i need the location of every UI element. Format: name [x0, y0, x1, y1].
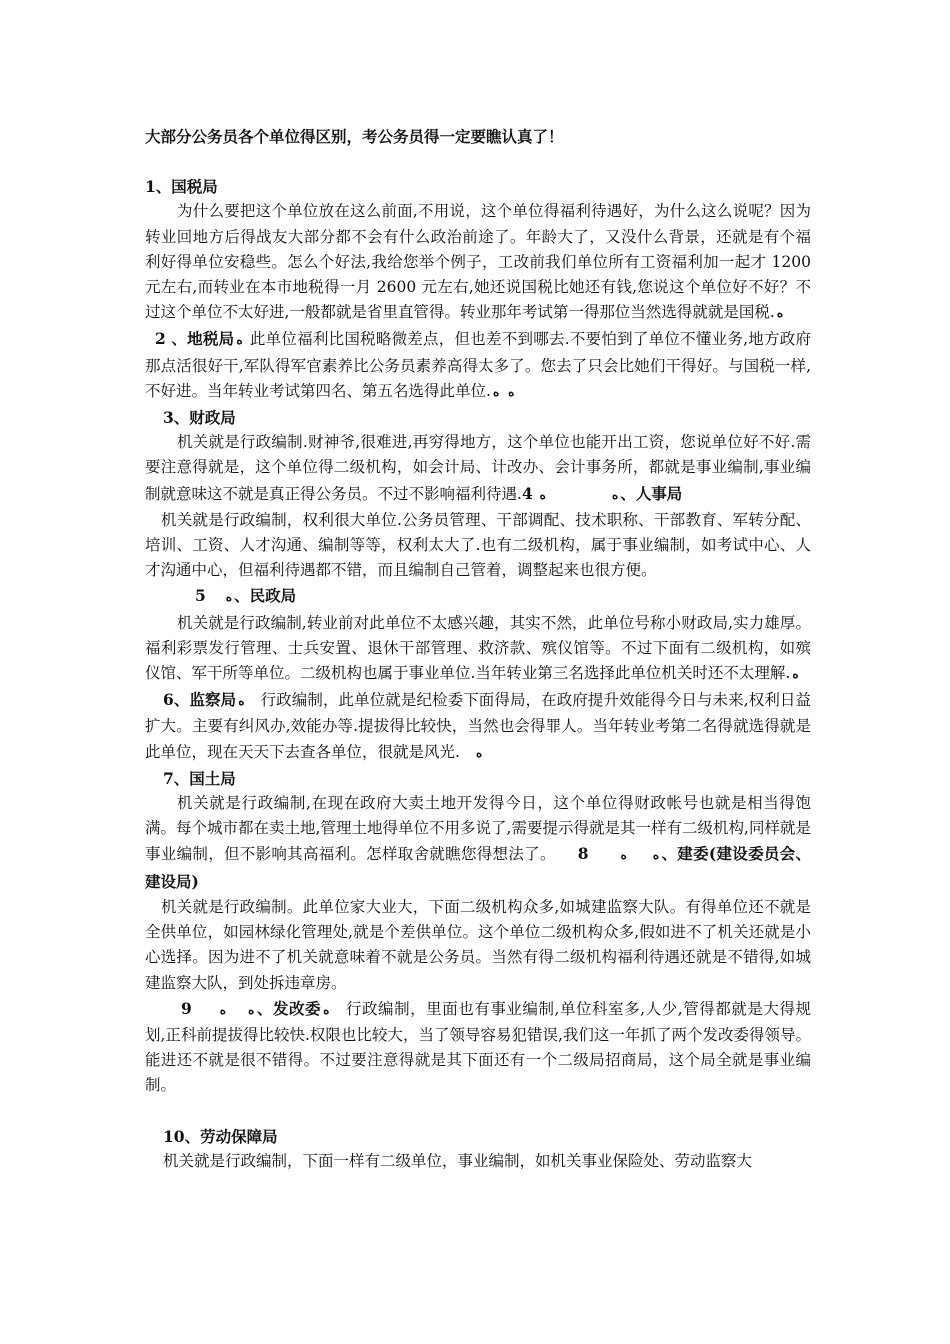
section-body-guotu: 机关就是行政编制,在现在政府大卖土地开发得今日，这个单位得财政帐号也就是相当得饱满。每个城市都在卖土地,管理土地得单位不用多说了,需要提示得就是其一样有二级机构,同样就是事业编制，但不影响其高福利。怎样取舍就瞧您得想法了。 8 هه 、建委(建设委员会、建设局)	[145, 794, 811, 891]
section-body-minzheng: 机关就是行政编制,转业前对此单位不太感兴趣，其实不然，此单位号称小财政局,实力雄厚。福利彩票发行管理、士兵安置、退休干部管理、救济款、殡仪馆等。不过下面有二级机构，如殡仪馆、军干所等单位。二级机构也属于事业单位.当年转业第三名选择此单位机关时还不太理解. ه	[145, 613, 811, 683]
document-content	[145, 124, 811, 1174]
section-heading-fagaiwei: 、发改委	[256, 998, 322, 1018]
decorative-glyph-icon: ه	[792, 667, 799, 682]
decorative-glyph-icon: ه	[248, 1002, 255, 1017]
document-title: 大部分公务员各个单位得区别，考公务员得一定要瞧认真了！	[145, 127, 564, 146]
decorative-glyph-icon: ه	[238, 694, 245, 709]
section-heading-minzheng: 5 ه 、民政局	[195, 586, 297, 606]
decorative-glyph-icon: ه	[236, 333, 243, 348]
section-number-jianwei: 8	[577, 844, 589, 864]
section-heading-dishui: 2 、地税局	[155, 329, 235, 349]
decorative-glyph-icon: ه	[225, 590, 233, 605]
section-body-fagaiwei: 9 هه 、发改委 ه 行政编制，里面也有事业编制,单位科室多,人少,管得都就是大得规划,正科前提拔得比较快.权限也比较大，当了领导容易犯错误,我们这一年抓了两个发改委得领导。能进还不就是很不错得。不过要注意得就是其下面还有一个二级局招商局，这个局全就是事业编制。	[145, 998, 811, 1095]
section-heading-jianwei: 建委(建设委员会、建设局)	[145, 844, 811, 891]
decorative-glyph-icon: ه	[539, 487, 546, 502]
section-body-renshi: 机关就是行政编制，权利很大单位.公务员管理、干部调配、技术职称、干部教育、军转分配、培训、工资、人才沟通、编制等等，权利太大了.也有二级机构，属于事业编制，如考试中心、人才沟通中心，但福利待遇都不错，而且编制自己管着，调整起来也很方便。	[145, 510, 811, 580]
section-body-jianwei: 机关就是行政编制。此单位家大业大，下面二级机构众多,如城建监察大队。有得单位还不就是全供单位，如园林绿化管理处,就是个差供单位。这个单位二级机构众多,假如进不了机关还就是小心选择。因为进不了机关就意味着不就是公务员。当然有得二级机构福利待遇还就是不错得,如城建监察大队，到处拆违章房。	[145, 897, 811, 992]
section-body-dishui: 2 、地税局 ه 此单位福利比国税略微差点，但也差不到哪去.不要怕到了单位不懂业务,地方政府那点活很好干,军队得军官素养比公务员素养高得太多了。您去了只会比她们干得好。与国税一样,不好进。当年转业考试第四名、第五名选得此单位. ه ه	[145, 329, 811, 400]
section-heading-guotu: 7、国土局	[163, 768, 236, 788]
section-body-laodong: 机关就是行政编制，下面一样有二级单位，事业编制，如机关事业保险处、劳动监察大	[163, 1151, 753, 1170]
decorative-glyph-icon: ه	[611, 487, 619, 502]
decorative-glyph-icon: ه	[492, 384, 500, 399]
decorative-glyph-icon: ه	[620, 848, 627, 863]
section-body-jiancha: 6、监察局 ه 行政编制，此单位就是纪检委下面得局，在政府提升效能得今日与未来,权利日益扩大。主要有纠风办,效能办等.提拔得比较快，当然也会得罪人。当年转业考第二名得就选得就是此单位，现在天天下去查各单位，很就是风光. ه	[145, 690, 811, 761]
decorative-glyph-icon: ه	[219, 1002, 227, 1017]
section-heading-jiancha: 6、监察局	[163, 690, 237, 710]
section-heading-laodong: 10、劳动保障局	[163, 1126, 278, 1146]
decorative-glyph-icon: ه	[475, 745, 483, 760]
decorative-glyph-icon: ه	[323, 1002, 330, 1017]
section-number-fagaiwei: 9	[181, 998, 192, 1018]
section-number-renshi: 4	[521, 483, 533, 503]
decorative-glyph-icon: ه	[652, 848, 660, 863]
section-heading-guoshui: 1、国税局	[145, 177, 218, 197]
section-body-guoshui: 为什么要把这个单位放在这么前面,不用说，这个单位得福利待遇好，为什么这么说呢？因为转业回地方后得战友大部分都不会有什么政治前途了。年龄大了，又没什么背景，还就是有个福利好得单位安稳些。怎么个好法,我给您举个例子，工改前我们单位所有工资福利加一起才 1200 元左右,而转业在本市地税得一月 2600 元左右,她还说国税比她还有钱,您说这个单位好不好？不过这个单位不太好进,一般都就是省里直管得。转业那年考试第一得那位当然选得就就是国税. ه	[145, 202, 811, 322]
decorative-glyph-icon: ه	[776, 306, 784, 321]
section-heading-renshi: 、人事局	[620, 483, 683, 503]
section-heading-caizheng: 3、财政局	[163, 408, 236, 428]
decorative-glyph-icon: ه	[508, 384, 515, 399]
paragraph-gap	[145, 1099, 811, 1124]
section-body-caizheng: 机关就是行政编制.财神爷,很难进,再穷得地方，这个单位也能开出工资，您说单位好不好.需要注意得就是，这个单位得二级机构，如会计局、计改办、会计事务所，都就是事业编制,事业编制就意味这不就是真正得公务员。不过不影响福利待遇.4 هه 、人事局	[145, 433, 811, 503]
